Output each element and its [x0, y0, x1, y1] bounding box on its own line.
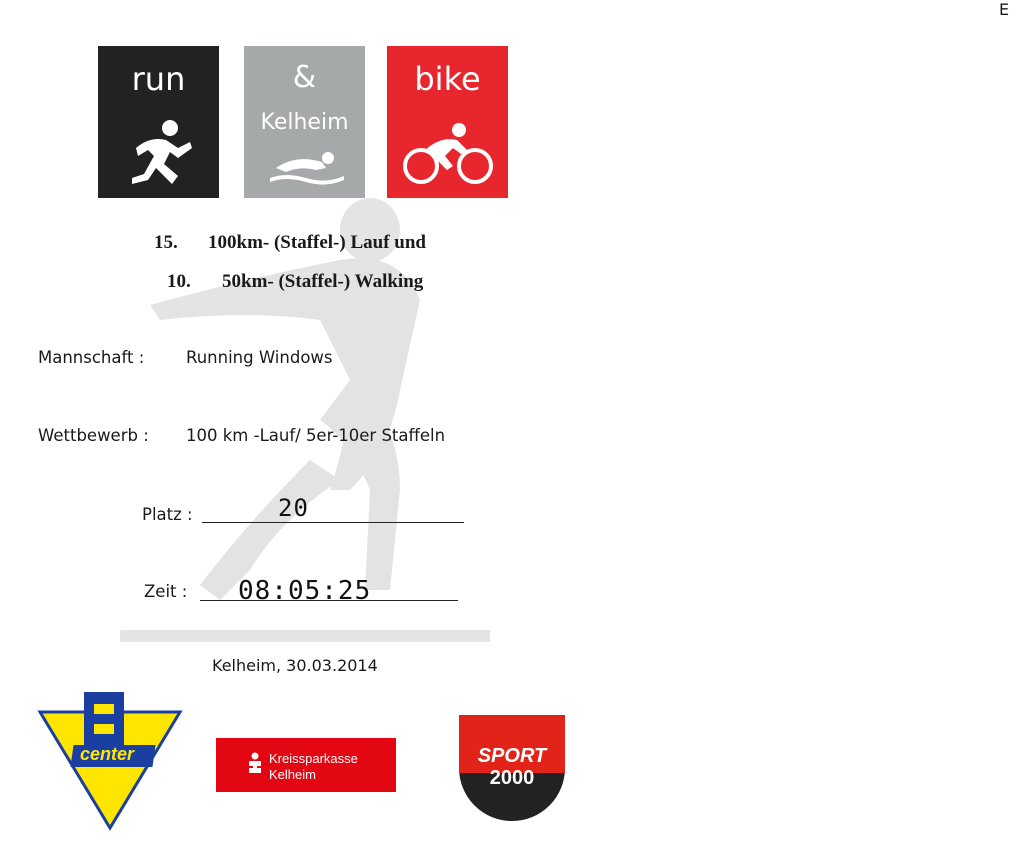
- kelheim-tile: [244, 46, 365, 198]
- event-title-1: 100km- (Staffel-) Lauf und: [208, 232, 426, 253]
- team-value: Running Windows: [186, 348, 333, 367]
- sport-2000-line1: SPORT: [477, 745, 547, 767]
- time-value: 08:05:25: [238, 576, 372, 606]
- sparkasse-s-icon: [248, 752, 262, 774]
- run-word: run: [131, 60, 186, 98]
- cyclist-icon: [401, 120, 495, 186]
- competition-label: Wettbewerb :: [38, 426, 149, 445]
- ampersand-word: &: [292, 60, 317, 95]
- swimmer-icon: [266, 150, 346, 186]
- place-value: 20: [278, 494, 309, 522]
- sparkasse-line2: Kelheim: [269, 767, 316, 782]
- run-tile: [98, 46, 219, 198]
- sparkasse-line1: Kreissparkasse: [269, 751, 358, 766]
- sport-2000-line2: 2000: [489, 767, 535, 789]
- bike-word: bike: [414, 60, 481, 98]
- sport-2000-logo: [459, 715, 565, 821]
- e-center-letter: E: [999, 0, 1009, 19]
- event-number-1: 15.: [154, 232, 178, 253]
- time-label: Zeit :: [144, 582, 188, 601]
- bike-tile: [387, 46, 508, 198]
- place-date: Kelheim, 30.03.2014: [212, 656, 378, 675]
- competition-value: 100 km -Lauf/ 5er-10er Staffeln: [186, 426, 446, 445]
- place-label: Platz :: [142, 505, 193, 524]
- e-center-word: center: [80, 744, 135, 764]
- event-title-2: 50km- (Staffel-) Walking: [222, 271, 424, 292]
- kelheim-word: Kelheim: [260, 110, 349, 135]
- place-line: [202, 522, 464, 523]
- event-number-2: 10.: [167, 271, 191, 292]
- team-label: Mannschaft :: [38, 348, 145, 367]
- sparkasse-logo: [216, 738, 396, 792]
- runner-icon: [128, 118, 192, 188]
